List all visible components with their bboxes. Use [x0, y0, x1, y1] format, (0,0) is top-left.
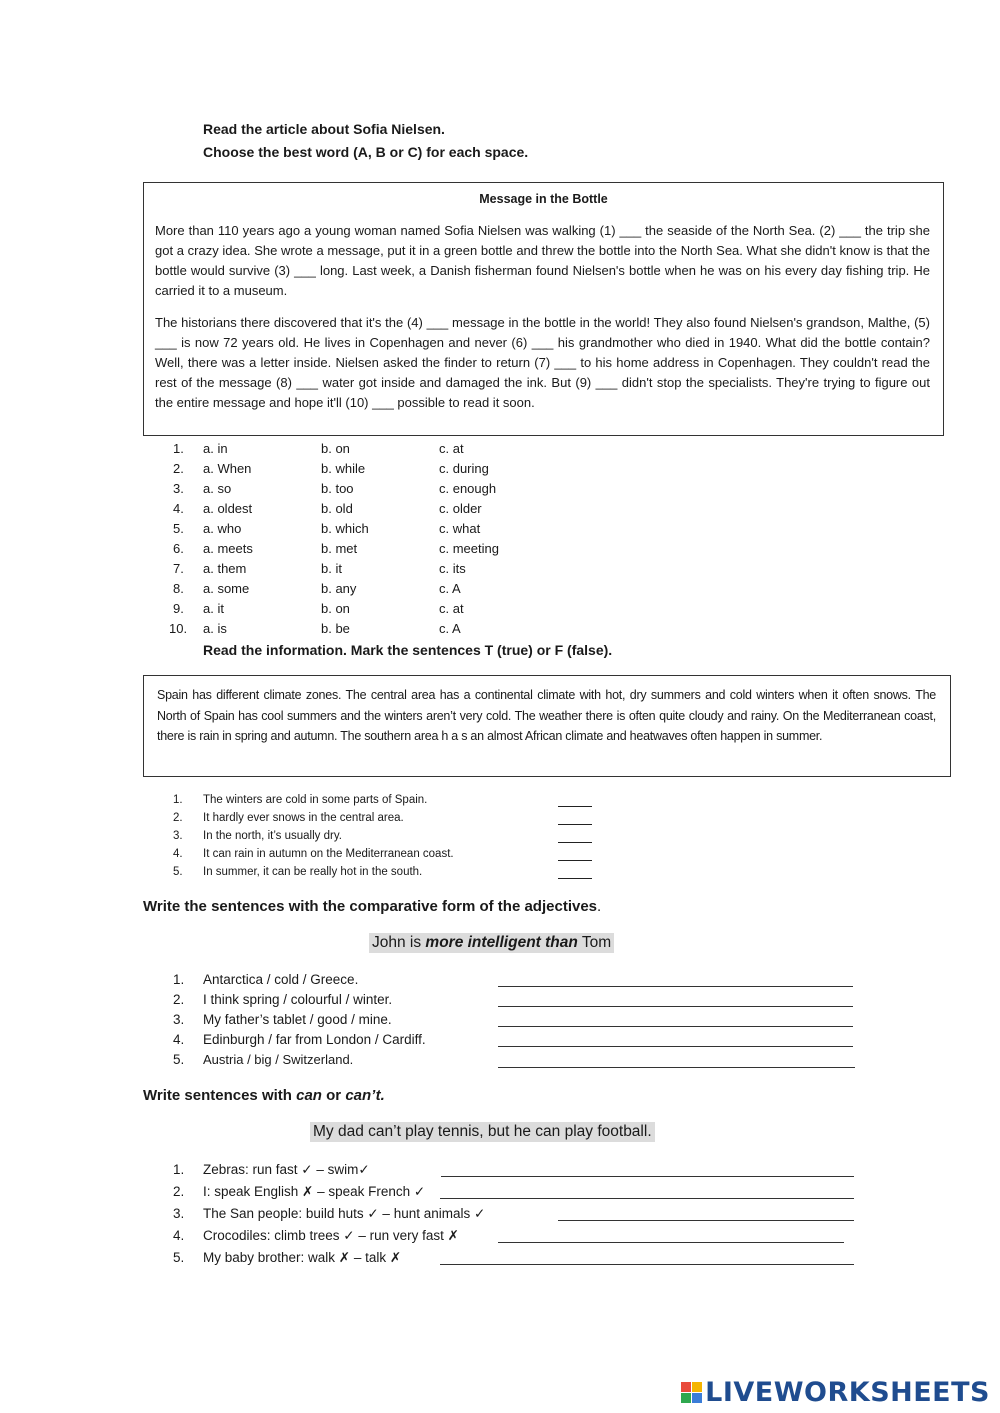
item-prompt: Edinburgh / far from London / Cardiff.: [203, 1032, 426, 1047]
answer-line[interactable]: [558, 1208, 854, 1221]
item-number: 1.: [173, 794, 183, 806]
item-number: 4.: [173, 1228, 185, 1243]
item-number: 2.: [173, 1184, 185, 1199]
answer-line[interactable]: [441, 1164, 854, 1177]
option-c[interactable]: c. its: [439, 561, 466, 576]
option-a[interactable]: a. is: [203, 621, 227, 636]
item-number: 4.: [173, 848, 183, 860]
option-b[interactable]: b. while: [321, 461, 366, 476]
answer-blank[interactable]: [558, 848, 592, 861]
comparatives-instruction: [143, 898, 601, 915]
can-list: [0, 1162, 900, 1272]
answer-blank[interactable]: [558, 866, 592, 879]
answer-line[interactable]: [498, 1230, 844, 1243]
option-c[interactable]: c. at: [439, 601, 464, 616]
answer-line[interactable]: [498, 1055, 855, 1068]
true-false-list: [0, 794, 700, 884]
item-prompt: I: speak English ✗ – speak French ✓: [203, 1184, 426, 1199]
or-word: or: [321, 1087, 346, 1104]
info-text: Spain has different climate zones. The central area has a continental climate with hot, dry summers and cold winters when it often snows. The North of Spain has cool summers and the winters aren’t very cold. The weather there is often quite cloudy and rainy. On the Mediterranean coast, there is rain in spring and autumn. The southern area h a s an almost African climate and heatwaves often happen in summer.: [157, 688, 936, 743]
item-number: 5.: [173, 1052, 185, 1067]
item-text: In the north, it’s usually dry.: [203, 830, 342, 842]
instruction-text: Write sentences with: [143, 1087, 297, 1104]
item-number: 1.: [173, 972, 185, 987]
item-number: 5.: [173, 521, 184, 536]
instruction-line-1: Read the article about Sofia Nielsen.: [203, 121, 445, 137]
item-prompt: Antarctica / cold / Greece.: [203, 972, 359, 987]
answer-line[interactable]: [440, 1186, 854, 1199]
answer-blank[interactable]: [558, 812, 592, 825]
answer-line[interactable]: [498, 1034, 853, 1047]
option-b[interactable]: b. old: [321, 501, 353, 516]
item-text: The winters are cold in some parts of Spain.: [203, 794, 428, 806]
option-a[interactable]: a. who: [203, 521, 242, 536]
can-example: My dad can’t play tennis, but he can play football.: [310, 1122, 655, 1142]
item-prompt: My father’s tablet / good / mine.: [203, 1012, 392, 1027]
option-b[interactable]: b. any: [321, 581, 357, 596]
option-c[interactable]: c. older: [439, 501, 482, 516]
item-prompt: My baby brother: walk ✗ – talk ✗: [203, 1250, 402, 1265]
option-b[interactable]: b. on: [321, 601, 350, 616]
item-number: 5.: [173, 866, 183, 878]
item-number: 8.: [173, 581, 184, 596]
cant-word: can’t.: [345, 1087, 385, 1104]
item-number: 9.: [173, 601, 184, 616]
item-number: 2.: [173, 812, 183, 824]
option-c[interactable]: c. A: [439, 581, 461, 596]
article-paragraph-1: More than 110 years ago a young woman named Sofia Nielsen was walking (1) ___ the seaside of the North Sea. (2) ___ the trip she got a crazy idea. She wrote a message, put it in a green bottle and threw the bottle into the North Sea. What she didn't know is that the bottle would survive (3) ___ long. Last week, a Danish fisherman found Nielsen's bottle when he was on his every day fishing trip. He carried it to a museum.: [155, 223, 930, 298]
option-a[interactable]: a. so: [203, 481, 232, 496]
option-b[interactable]: b. too: [321, 481, 354, 496]
can-instruction: [143, 1087, 385, 1104]
item-number: 6.: [173, 541, 184, 556]
liveworksheets-logo[interactable]: [681, 1377, 990, 1407]
example-end: Tom: [577, 934, 612, 951]
option-c[interactable]: c. at: [439, 441, 464, 456]
article-box: [143, 182, 944, 436]
item-number: 2.: [173, 461, 184, 476]
item-prompt: The San people: build huts ✓ – hunt animals ✓: [203, 1206, 486, 1221]
item-prompt: Crocodiles: climb trees ✓ – run very fast ✗: [203, 1228, 459, 1243]
option-c[interactable]: c. during: [439, 461, 489, 476]
option-c[interactable]: c. A: [439, 621, 461, 636]
answer-line[interactable]: [440, 1252, 854, 1265]
option-b[interactable]: b. be: [321, 621, 350, 636]
item-number: 4.: [173, 1032, 185, 1047]
instruction-period: .: [597, 898, 602, 915]
item-text: It hardly ever snows in the central area.: [203, 812, 404, 824]
option-a[interactable]: a. meets: [203, 541, 253, 556]
option-c[interactable]: c. what: [439, 521, 481, 536]
option-a[interactable]: a. in: [203, 441, 228, 456]
item-number: 1.: [173, 1162, 185, 1177]
article-paragraph-2: The historians there discovered that it's the (4) ___ message in the bottle in the world! They also found Nielsen's grandson, Malthe, (5) ___ is now 72 years old. He lives in Copenhagen and never (6) ___ his grandmother who died in 1940. What did the bottle contain? Well, there was a letter inside. Nielsen asked the finder to return (7) ___ to his home address in Copenhagen. They couldn't read the rest of the message (8) ___ water got inside and damaged the ink. But (9) ___ didn't stop the specialists. They're trying to figure out the entire message and hope it'll (10) ___ possible to read it soon.: [155, 315, 930, 410]
example-start: John is: [372, 934, 426, 951]
answer-line[interactable]: [498, 1014, 853, 1027]
logo-text: LIVEWORKSHEETS: [705, 1376, 990, 1408]
option-a[interactable]: a. them: [203, 561, 247, 576]
item-prompt: I think spring / colourful / winter.: [203, 992, 393, 1007]
answer-blank[interactable]: [558, 794, 592, 807]
item-number: 2.: [173, 992, 185, 1007]
option-b[interactable]: b. met: [321, 541, 358, 556]
item-text: In summer, it can be really hot in the south.: [203, 866, 423, 878]
true-false-instruction: Read the information. Mark the sentences T (true) or F (false).: [203, 642, 613, 658]
logo-blocks-icon: [681, 1382, 702, 1403]
instruction-line-2: Choose the best word (A, B or C) for each space.: [203, 144, 529, 160]
option-a[interactable]: a. oldest: [203, 501, 253, 516]
item-number: 4.: [173, 501, 184, 516]
item-prompt: Austria / big / Switzerland.: [203, 1052, 354, 1067]
option-a[interactable]: a. When: [203, 461, 252, 476]
comparatives-example: [369, 933, 614, 953]
instruction-text: Write the sentences with the comparative form of the adjectives: [143, 898, 598, 915]
example-emphasis: more intelligent than: [425, 934, 578, 951]
comparatives-list: [0, 972, 900, 1072]
article-title: Message in the Bottle: [479, 192, 608, 206]
answer-line[interactable]: [498, 994, 853, 1007]
item-number: 3.: [173, 481, 184, 496]
answer-blank[interactable]: [558, 830, 592, 843]
item-number: 10.: [169, 621, 188, 636]
option-c[interactable]: c. enough: [439, 481, 497, 496]
option-b[interactable]: b. on: [321, 441, 350, 456]
item-prompt: Zebras: run fast ✓ – swim✓: [203, 1162, 370, 1177]
multiple-choice-list: [0, 441, 700, 641]
can-word: can: [296, 1087, 322, 1104]
option-a[interactable]: a. it: [203, 601, 224, 616]
item-number: 5.: [173, 1250, 185, 1265]
item-number: 3.: [173, 1012, 185, 1027]
item-number: 3.: [173, 830, 183, 842]
answer-line[interactable]: [498, 974, 853, 987]
option-b[interactable]: b. which: [321, 521, 369, 536]
info-box: [143, 675, 951, 777]
item-number: 7.: [173, 561, 184, 576]
item-number: 3.: [173, 1206, 185, 1221]
item-number: 1.: [173, 441, 184, 456]
item-text: It can rain in autumn on the Mediterranean coast.: [203, 848, 454, 860]
option-b[interactable]: b. it: [321, 561, 342, 576]
option-a[interactable]: a. some: [203, 581, 250, 596]
option-c[interactable]: c. meeting: [439, 541, 499, 556]
